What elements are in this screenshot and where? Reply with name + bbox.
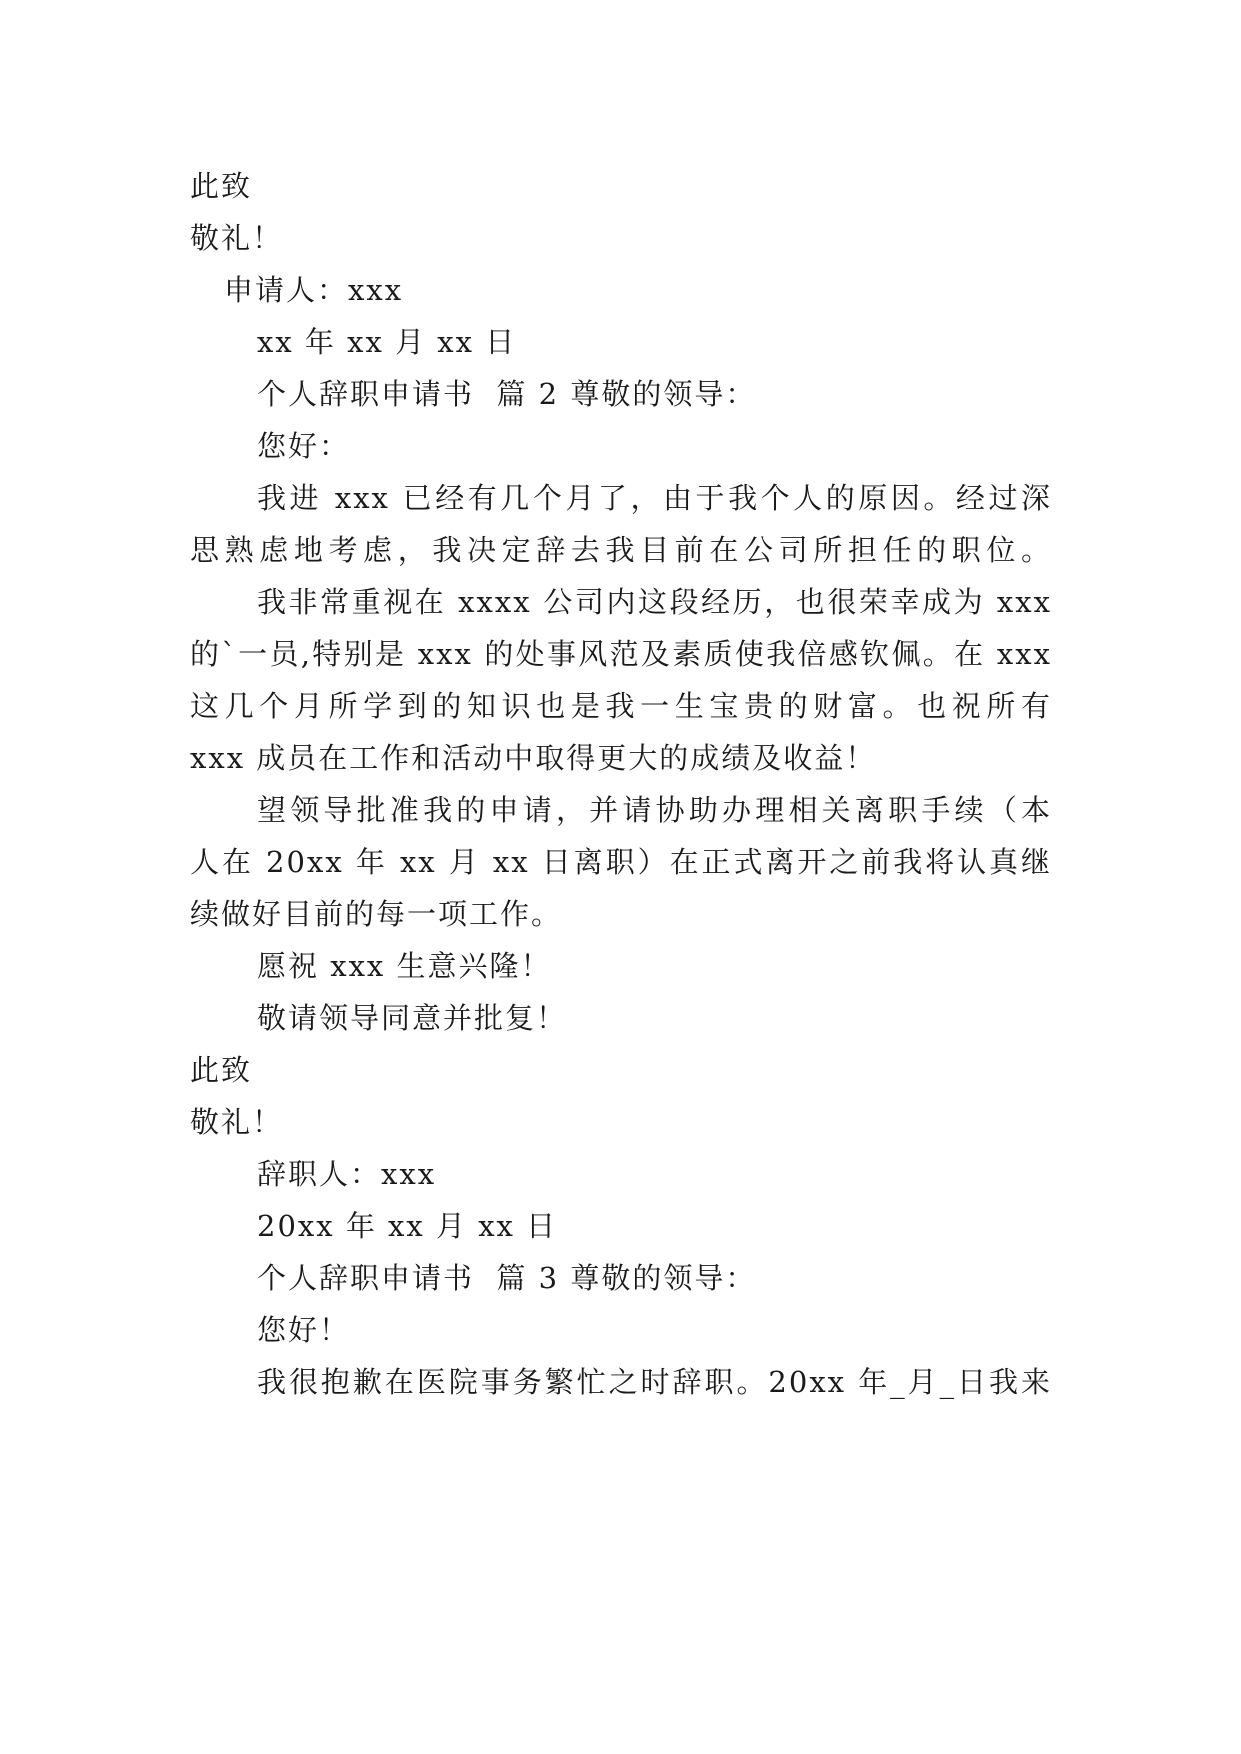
paragraph-line: 我很抱歉在医院事务繁忙之时辞职。20xx 年_月_日我来 [257, 1365, 1052, 1399]
paragraph-line: 这几个月所学到的知识也是我一生宝贵的财富。也祝所有 [190, 689, 1052, 723]
closing-regards: 敬礼！ [190, 1105, 284, 1139]
section-heading-2: 个人辞职申请书 篇 2 尊敬的领导： [257, 377, 757, 411]
paragraph-line: xxx 成员在工作和活动中取得更大的成绩及收益！ [190, 741, 877, 775]
wish-line: 愿祝 xxx 生意兴隆！ [257, 949, 552, 983]
signature-date: 20xx 年 xx 月 xx 日 [257, 1209, 558, 1243]
resigner-signature: 辞职人：xxx [257, 1157, 437, 1191]
closing-salutation: 此致 [190, 1053, 253, 1087]
greeting: 您好！ [257, 1313, 351, 1347]
paragraph-line: 的`一员,特别是 xxx 的处事风范及素质使我倍感钦佩。在 xxx [190, 637, 1052, 671]
paragraph-line: 望领导批准我的申请，并请协助办理相关离职手续（本 [257, 793, 1052, 827]
paragraph-line: 我非常重视在 xxxx 公司内这段经历，也很荣幸成为 xxx [257, 585, 1052, 619]
paragraph-line: 思熟虑地考虑，我决定辞去我目前在公司所担任的职位。 [190, 533, 1052, 567]
request-line: 敬请领导同意并批复！ [257, 1001, 568, 1035]
applicant-signature: 申请人：xxx [224, 273, 404, 307]
closing-regards: 敬礼！ [190, 221, 284, 255]
paragraph-line: 人在 20xx 年 xx 月 xx 日离职）在正式离开之前我将认真继 [190, 845, 1052, 879]
greeting: 您好： [257, 429, 351, 463]
closing-salutation: 此致 [190, 169, 253, 203]
paragraph-line: 我进 xxx 已经有几个月了，由于我个人的原因。经过深 [257, 481, 1052, 515]
section-heading-3: 个人辞职申请书 篇 3 尊敬的领导： [257, 1261, 757, 1295]
paragraph-line: 续做好目前的每一项工作。 [190, 897, 563, 931]
signature-date: xx 年 xx 月 xx 日 [257, 325, 517, 359]
